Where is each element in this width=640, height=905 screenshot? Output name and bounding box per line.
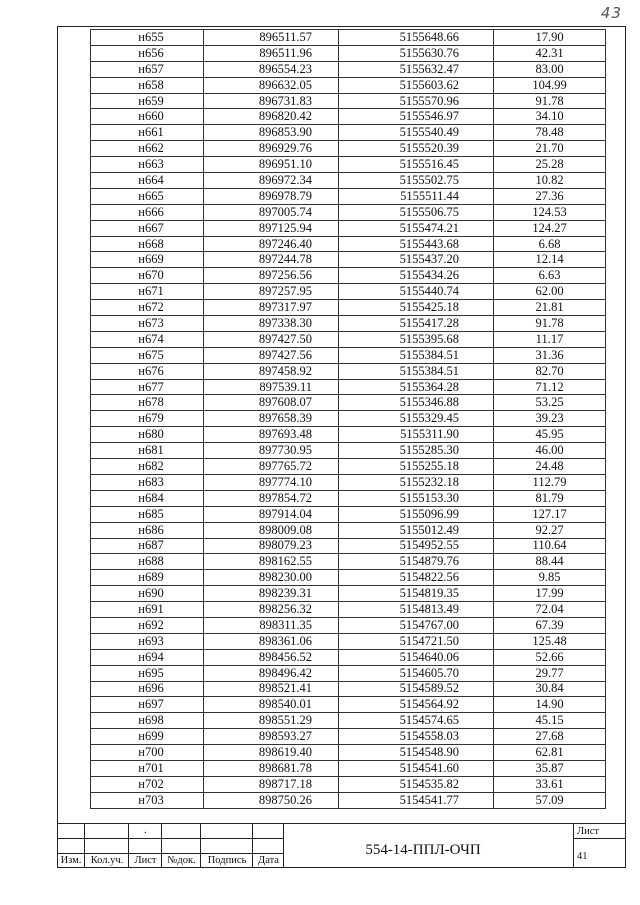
table-row bbox=[91, 745, 606, 761]
coord-x-cell: 898717.18 bbox=[204, 776, 339, 792]
segment-length-cell: 67.39 bbox=[494, 617, 606, 633]
segment-length-cell: 39.23 bbox=[494, 411, 606, 427]
table-row bbox=[91, 268, 606, 284]
table-row bbox=[91, 109, 606, 125]
coord-y-cell: 5154767.00 bbox=[339, 617, 494, 633]
table-row bbox=[91, 681, 606, 697]
segment-length-cell: 17.99 bbox=[494, 586, 606, 602]
coord-x-cell: 896972.34 bbox=[204, 173, 339, 189]
segment-length-cell: 57.09 bbox=[494, 792, 606, 808]
table-row bbox=[91, 554, 606, 570]
point-name-cell: н681 bbox=[91, 443, 204, 459]
segment-length-cell: 10.82 bbox=[494, 173, 606, 189]
point-name-cell: н685 bbox=[91, 506, 204, 522]
coord-x-cell: 897458.92 bbox=[204, 363, 339, 379]
segment-length-cell: 127.17 bbox=[494, 506, 606, 522]
coord-x-cell: 897693.48 bbox=[204, 427, 339, 443]
coord-x-cell: 898540.01 bbox=[204, 697, 339, 713]
segment-length-cell: 110.64 bbox=[494, 538, 606, 554]
coord-y-cell: 5155546.97 bbox=[339, 109, 494, 125]
segment-length-cell: 92.27 bbox=[494, 522, 606, 538]
coord-x-cell: 898521.41 bbox=[204, 681, 339, 697]
coord-x-cell: 897125.94 bbox=[204, 220, 339, 236]
coord-y-cell: 5155570.96 bbox=[339, 93, 494, 109]
coordinates-table bbox=[90, 29, 606, 809]
coord-y-cell: 5155012.49 bbox=[339, 522, 494, 538]
segment-length-cell: 82.70 bbox=[494, 363, 606, 379]
table-row bbox=[91, 395, 606, 411]
segment-length-cell: 29.77 bbox=[494, 665, 606, 681]
point-name-cell: н698 bbox=[91, 713, 204, 729]
segment-length-cell: 33.61 bbox=[494, 776, 606, 792]
coord-x-cell: 897244.78 bbox=[204, 252, 339, 268]
point-name-cell: н670 bbox=[91, 268, 204, 284]
point-name-cell: н700 bbox=[91, 745, 204, 761]
coord-y-cell: 5155648.66 bbox=[339, 30, 494, 46]
coord-y-cell: 5154819.35 bbox=[339, 586, 494, 602]
coord-x-cell: 898681.78 bbox=[204, 760, 339, 776]
coord-y-cell: 5155603.62 bbox=[339, 77, 494, 93]
point-name-cell: н680 bbox=[91, 427, 204, 443]
point-name-cell: н675 bbox=[91, 347, 204, 363]
segment-length-cell: 30.84 bbox=[494, 681, 606, 697]
coord-y-cell: 5155364.28 bbox=[339, 379, 494, 395]
point-name-cell: н676 bbox=[91, 363, 204, 379]
segment-length-cell: 21.81 bbox=[494, 300, 606, 316]
point-name-cell: н692 bbox=[91, 617, 204, 633]
table-row bbox=[91, 125, 606, 141]
coord-y-cell: 5155443.68 bbox=[339, 236, 494, 252]
table-row bbox=[91, 792, 606, 808]
segment-length-cell: 45.15 bbox=[494, 713, 606, 729]
segment-length-cell: 62.00 bbox=[494, 284, 606, 300]
coord-y-cell: 5155232.18 bbox=[339, 474, 494, 490]
coord-x-cell: 896731.83 bbox=[204, 93, 339, 109]
point-name-cell: н687 bbox=[91, 538, 204, 554]
coord-y-cell: 5154813.49 bbox=[339, 602, 494, 618]
segment-length-cell: 9.85 bbox=[494, 570, 606, 586]
coord-y-cell: 5155632.47 bbox=[339, 61, 494, 77]
sheet-number: 41 bbox=[577, 851, 588, 862]
coord-y-cell: 5155540.49 bbox=[339, 125, 494, 141]
coord-x-cell: 896820.42 bbox=[204, 109, 339, 125]
point-name-cell: н689 bbox=[91, 570, 204, 586]
coord-y-cell: 5154879.76 bbox=[339, 554, 494, 570]
segment-length-cell: 112.79 bbox=[494, 474, 606, 490]
coord-y-cell: 5155255.18 bbox=[339, 459, 494, 475]
table-row bbox=[91, 490, 606, 506]
table-row bbox=[91, 236, 606, 252]
coord-y-cell: 5155434.26 bbox=[339, 268, 494, 284]
table-row bbox=[91, 379, 606, 395]
coord-y-cell: 5155153.30 bbox=[339, 490, 494, 506]
coord-x-cell: 897658.39 bbox=[204, 411, 339, 427]
segment-length-cell: 46.00 bbox=[494, 443, 606, 459]
coord-x-cell: 896511.96 bbox=[204, 45, 339, 61]
coord-x-cell: 898750.26 bbox=[204, 792, 339, 808]
segment-length-cell: 11.17 bbox=[494, 331, 606, 347]
coord-x-cell: 898496.42 bbox=[204, 665, 339, 681]
point-name-cell: н673 bbox=[91, 316, 204, 332]
point-name-cell: н674 bbox=[91, 331, 204, 347]
segment-length-cell: 35.87 bbox=[494, 760, 606, 776]
coord-y-cell: 5155417.28 bbox=[339, 316, 494, 332]
coord-x-cell: 897256.56 bbox=[204, 268, 339, 284]
coord-y-cell: 5155511.44 bbox=[339, 188, 494, 204]
coord-y-cell: 5154558.03 bbox=[339, 729, 494, 745]
table-row bbox=[91, 570, 606, 586]
sheet-label: Лист bbox=[577, 826, 599, 837]
table-row bbox=[91, 713, 606, 729]
coord-y-cell: 5154541.77 bbox=[339, 792, 494, 808]
table-row bbox=[91, 141, 606, 157]
coord-y-cell: 5155096.99 bbox=[339, 506, 494, 522]
segment-length-cell: 14.90 bbox=[494, 697, 606, 713]
coord-y-cell: 5155425.18 bbox=[339, 300, 494, 316]
segment-length-cell: 42.31 bbox=[494, 45, 606, 61]
point-name-cell: н677 bbox=[91, 379, 204, 395]
coord-x-cell: 896511.57 bbox=[204, 30, 339, 46]
coord-x-cell: 898619.40 bbox=[204, 745, 339, 761]
coord-y-cell: 5155311.90 bbox=[339, 427, 494, 443]
coord-x-cell: 897539.11 bbox=[204, 379, 339, 395]
point-name-cell: н696 bbox=[91, 681, 204, 697]
coord-x-cell: 898551.29 bbox=[204, 713, 339, 729]
point-name-cell: н695 bbox=[91, 665, 204, 681]
table-row bbox=[91, 61, 606, 77]
table-row bbox=[91, 602, 606, 618]
coord-x-cell: 898009.08 bbox=[204, 522, 339, 538]
segment-length-cell: 17.90 bbox=[494, 30, 606, 46]
table-row bbox=[91, 649, 606, 665]
table-row bbox=[91, 443, 606, 459]
point-name-cell: н688 bbox=[91, 554, 204, 570]
table-row bbox=[91, 633, 606, 649]
table-row bbox=[91, 173, 606, 189]
point-name-cell: н662 bbox=[91, 141, 204, 157]
table-row bbox=[91, 252, 606, 268]
coord-y-cell: 5155285.30 bbox=[339, 443, 494, 459]
coord-x-cell: 896978.79 bbox=[204, 188, 339, 204]
coord-x-cell: 896951.10 bbox=[204, 157, 339, 173]
coord-x-cell: 897427.50 bbox=[204, 331, 339, 347]
coord-y-cell: 5154589.52 bbox=[339, 681, 494, 697]
coord-y-cell: 5154822.56 bbox=[339, 570, 494, 586]
coord-x-cell: 898230.00 bbox=[204, 570, 339, 586]
table-row bbox=[91, 697, 606, 713]
point-name-cell: н701 bbox=[91, 760, 204, 776]
point-name-cell: н686 bbox=[91, 522, 204, 538]
segment-length-cell: 27.68 bbox=[494, 729, 606, 745]
table-row bbox=[91, 474, 606, 490]
segment-length-cell: 91.78 bbox=[494, 316, 606, 332]
coord-y-cell: 5155440.74 bbox=[339, 284, 494, 300]
point-name-cell: н690 bbox=[91, 586, 204, 602]
handwritten-page-number: 43 bbox=[600, 4, 622, 22]
segment-length-cell: 25.28 bbox=[494, 157, 606, 173]
table-row bbox=[91, 760, 606, 776]
coord-y-cell: 5154640.06 bbox=[339, 649, 494, 665]
coord-x-cell: 897608.07 bbox=[204, 395, 339, 411]
coord-y-cell: 5155346.88 bbox=[339, 395, 494, 411]
point-name-cell: н666 bbox=[91, 204, 204, 220]
point-name-cell: н664 bbox=[91, 173, 204, 189]
point-name-cell: н691 bbox=[91, 602, 204, 618]
table-row bbox=[91, 316, 606, 332]
table-row bbox=[91, 729, 606, 745]
coord-x-cell: 898361.06 bbox=[204, 633, 339, 649]
coord-x-cell: 896632.05 bbox=[204, 77, 339, 93]
coord-y-cell: 5154541.60 bbox=[339, 760, 494, 776]
segment-length-cell: 71.12 bbox=[494, 379, 606, 395]
coord-y-cell: 5154721.50 bbox=[339, 633, 494, 649]
coord-x-cell: 897914.04 bbox=[204, 506, 339, 522]
point-name-cell: н693 bbox=[91, 633, 204, 649]
coord-x-cell: 897246.40 bbox=[204, 236, 339, 252]
segment-length-cell: 12.14 bbox=[494, 252, 606, 268]
segment-length-cell: 83.00 bbox=[494, 61, 606, 77]
coord-x-cell: 898162.55 bbox=[204, 554, 339, 570]
label-koluch: Кол.уч. bbox=[90, 855, 124, 866]
segment-length-cell: 124.53 bbox=[494, 204, 606, 220]
segment-length-cell: 125.48 bbox=[494, 633, 606, 649]
point-name-cell: н684 bbox=[91, 490, 204, 506]
point-name-cell: н678 bbox=[91, 395, 204, 411]
point-name-cell: н656 bbox=[91, 45, 204, 61]
point-name-cell: н703 bbox=[91, 792, 204, 808]
coord-y-cell: 5155395.68 bbox=[339, 331, 494, 347]
label-list: Лист bbox=[134, 855, 157, 866]
coord-y-cell: 5155630.76 bbox=[339, 45, 494, 61]
coord-x-cell: 898079.23 bbox=[204, 538, 339, 554]
table-row bbox=[91, 188, 606, 204]
segment-length-cell: 6.63 bbox=[494, 268, 606, 284]
table-row bbox=[91, 331, 606, 347]
table-row bbox=[91, 427, 606, 443]
table-row bbox=[91, 347, 606, 363]
table-row bbox=[91, 776, 606, 792]
coord-x-cell: 897854.72 bbox=[204, 490, 339, 506]
coord-y-cell: 5154548.90 bbox=[339, 745, 494, 761]
coord-x-cell: 896554.23 bbox=[204, 61, 339, 77]
coord-x-cell: 897730.95 bbox=[204, 443, 339, 459]
segment-length-cell: 62.81 bbox=[494, 745, 606, 761]
table-row bbox=[91, 45, 606, 61]
segment-length-cell: 24.48 bbox=[494, 459, 606, 475]
table-row bbox=[91, 300, 606, 316]
revision-dot: . bbox=[144, 824, 147, 836]
segment-length-cell: 52.66 bbox=[494, 649, 606, 665]
table-row bbox=[91, 617, 606, 633]
coord-y-cell: 5154605.70 bbox=[339, 665, 494, 681]
label-data: Дата bbox=[258, 855, 279, 866]
point-name-cell: н679 bbox=[91, 411, 204, 427]
label-ndok: №док. bbox=[167, 855, 196, 866]
point-name-cell: н694 bbox=[91, 649, 204, 665]
segment-length-cell: 78.48 bbox=[494, 125, 606, 141]
table-row bbox=[91, 411, 606, 427]
coord-x-cell: 897774.10 bbox=[204, 474, 339, 490]
point-name-cell: н668 bbox=[91, 236, 204, 252]
title-row-line-1 bbox=[57, 838, 284, 839]
segment-length-cell: 91.78 bbox=[494, 93, 606, 109]
table-row bbox=[91, 363, 606, 379]
coord-x-cell: 898256.32 bbox=[204, 602, 339, 618]
point-name-cell: н671 bbox=[91, 284, 204, 300]
point-name-cell: н682 bbox=[91, 459, 204, 475]
point-name-cell: н661 bbox=[91, 125, 204, 141]
table-row bbox=[91, 284, 606, 300]
title-top-line bbox=[57, 823, 626, 824]
segment-length-cell: 34.10 bbox=[494, 109, 606, 125]
coord-x-cell: 897317.97 bbox=[204, 300, 339, 316]
coord-y-cell: 5154574.65 bbox=[339, 713, 494, 729]
table-row bbox=[91, 538, 606, 554]
coord-x-cell: 896853.90 bbox=[204, 125, 339, 141]
label-podpis: Подпись bbox=[207, 855, 247, 866]
segment-length-cell: 124.27 bbox=[494, 220, 606, 236]
table-row bbox=[91, 506, 606, 522]
segment-length-cell: 104.99 bbox=[494, 77, 606, 93]
coord-x-cell: 898239.31 bbox=[204, 586, 339, 602]
point-name-cell: н658 bbox=[91, 77, 204, 93]
table-row bbox=[91, 204, 606, 220]
label-izm: Изм. bbox=[60, 855, 82, 866]
coord-y-cell: 5155506.75 bbox=[339, 204, 494, 220]
segment-length-cell: 45.95 bbox=[494, 427, 606, 443]
table-row bbox=[91, 665, 606, 681]
segment-length-cell: 72.04 bbox=[494, 602, 606, 618]
segment-length-cell: 31.36 bbox=[494, 347, 606, 363]
table-row bbox=[91, 157, 606, 173]
table-row bbox=[91, 522, 606, 538]
coord-x-cell: 898311.35 bbox=[204, 617, 339, 633]
segment-length-cell: 88.44 bbox=[494, 554, 606, 570]
coord-y-cell: 5154952.55 bbox=[339, 538, 494, 554]
point-name-cell: н659 bbox=[91, 93, 204, 109]
point-name-cell: н702 bbox=[91, 776, 204, 792]
table-row bbox=[91, 30, 606, 46]
table-row bbox=[91, 77, 606, 93]
coord-y-cell: 5155437.20 bbox=[339, 252, 494, 268]
coord-x-cell: 897338.30 bbox=[204, 316, 339, 332]
point-name-cell: н657 bbox=[91, 61, 204, 77]
point-name-cell: н697 bbox=[91, 697, 204, 713]
point-name-cell: н683 bbox=[91, 474, 204, 490]
coord-x-cell: 897005.74 bbox=[204, 204, 339, 220]
sheet-divider-line bbox=[574, 838, 626, 839]
table-row bbox=[91, 459, 606, 475]
coord-x-cell: 897427.56 bbox=[204, 347, 339, 363]
point-name-cell: н663 bbox=[91, 157, 204, 173]
coord-y-cell: 5155516.45 bbox=[339, 157, 494, 173]
point-name-cell: н660 bbox=[91, 109, 204, 125]
segment-length-cell: 6.68 bbox=[494, 236, 606, 252]
title-row-line-2 bbox=[57, 853, 284, 854]
document-code: 554-14-ППЛ-ОЧП bbox=[365, 842, 481, 858]
point-name-cell: н699 bbox=[91, 729, 204, 745]
point-name-cell: н665 bbox=[91, 188, 204, 204]
table-row bbox=[91, 586, 606, 602]
coord-x-cell: 896929.76 bbox=[204, 141, 339, 157]
point-name-cell: н669 bbox=[91, 252, 204, 268]
point-name-cell: н672 bbox=[91, 300, 204, 316]
table-row bbox=[91, 93, 606, 109]
coord-y-cell: 5155384.51 bbox=[339, 363, 494, 379]
point-name-cell: н655 bbox=[91, 30, 204, 46]
coord-y-cell: 5155329.45 bbox=[339, 411, 494, 427]
coord-x-cell: 898593.27 bbox=[204, 729, 339, 745]
coord-y-cell: 5154564.92 bbox=[339, 697, 494, 713]
segment-length-cell: 81.79 bbox=[494, 490, 606, 506]
segment-length-cell: 21.70 bbox=[494, 141, 606, 157]
coord-y-cell: 5155474.21 bbox=[339, 220, 494, 236]
table-row bbox=[91, 220, 606, 236]
coord-y-cell: 5155520.39 bbox=[339, 141, 494, 157]
segment-length-cell: 27.36 bbox=[494, 188, 606, 204]
coord-x-cell: 897765.72 bbox=[204, 459, 339, 475]
coord-y-cell: 5155384.51 bbox=[339, 347, 494, 363]
coord-y-cell: 5154535.82 bbox=[339, 776, 494, 792]
segment-length-cell: 53.25 bbox=[494, 395, 606, 411]
coord-x-cell: 898456.52 bbox=[204, 649, 339, 665]
point-name-cell: н667 bbox=[91, 220, 204, 236]
coord-y-cell: 5155502.75 bbox=[339, 173, 494, 189]
coord-x-cell: 897257.95 bbox=[204, 284, 339, 300]
